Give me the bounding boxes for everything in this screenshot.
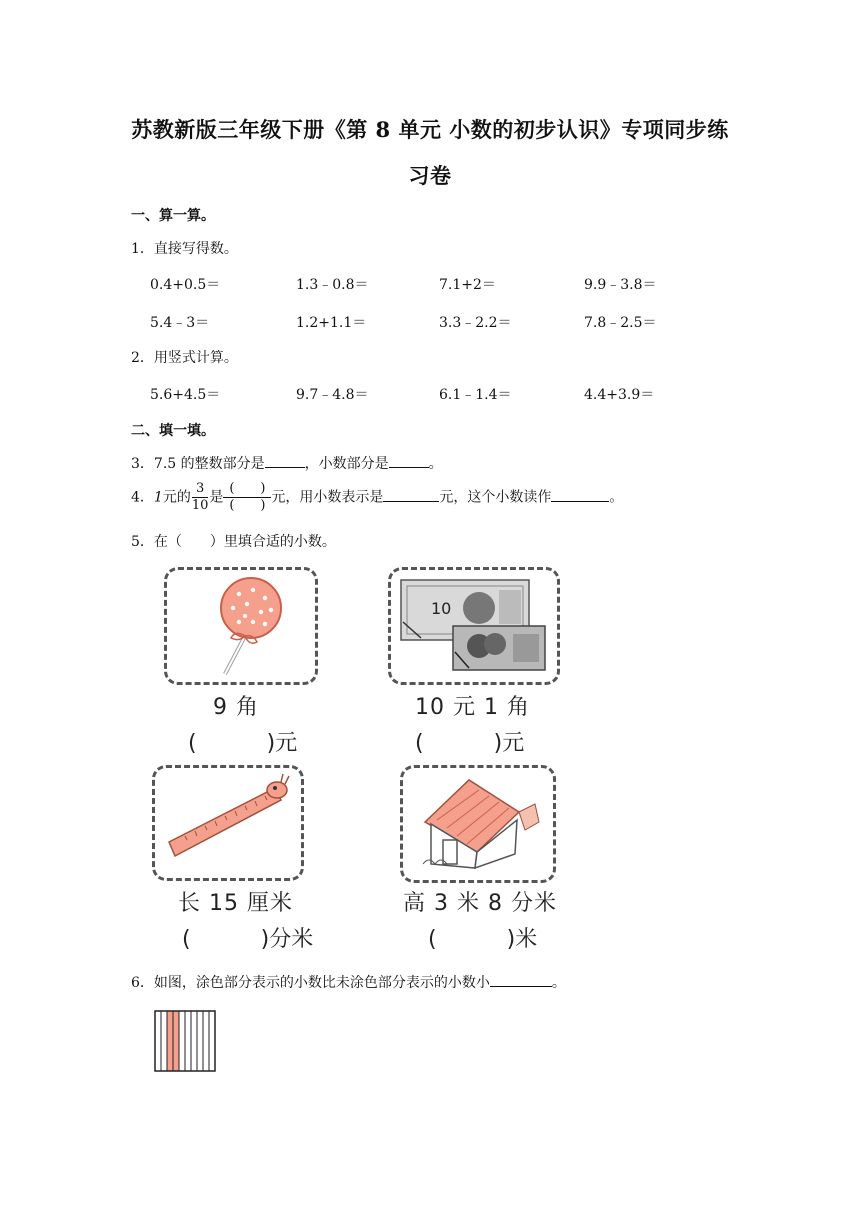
q1-r2-c4: 7.8﹣2.5＝	[584, 315, 657, 331]
grid-column	[161, 1011, 167, 1071]
q1-r2-c2: 1.2+1.1＝	[296, 315, 367, 331]
banknotes-answer[interactable]	[415, 726, 524, 757]
banknotes-icon	[391, 570, 557, 682]
q4-text5: 。	[609, 489, 624, 506]
paren-left: (	[415, 731, 424, 756]
grid-column	[203, 1011, 209, 1071]
q4-text2: 是	[209, 489, 224, 506]
q3-answer-blank2[interactable]	[389, 453, 429, 468]
paren-right: )	[260, 927, 270, 952]
q4-text3: 元，用小数表示是	[271, 489, 384, 506]
paren-left: (	[182, 927, 191, 952]
grid-column-shaded	[167, 1011, 173, 1071]
q4-fraction	[192, 481, 209, 514]
unit-label: 元	[502, 731, 525, 756]
grid-column	[185, 1011, 191, 1071]
section2-heading: 二、填一填。	[131, 423, 215, 439]
q3-text3: 。	[428, 456, 443, 472]
q6-end: 。	[551, 975, 566, 991]
q6-answer-blank[interactable]	[490, 972, 552, 987]
q1-r1-c3: 7.1+2＝	[439, 277, 496, 293]
grid-column	[197, 1011, 203, 1071]
q1-label: 1．直接写得数。	[131, 241, 238, 257]
q3-answer-blank1[interactable]	[265, 453, 305, 468]
q2-label: 2．用竖式计算。	[131, 350, 238, 366]
grid-column	[191, 1011, 197, 1071]
paren-right: )	[493, 731, 503, 756]
grid-column	[179, 1011, 185, 1071]
svg-text:10: 10	[431, 599, 452, 618]
q3-line	[131, 453, 443, 473]
paren-left: (	[428, 927, 437, 952]
ruler-caption: 长 15 厘米	[178, 891, 293, 916]
q4-answer-blank2[interactable]	[551, 487, 609, 502]
q4-paren-den: ( )	[229, 498, 266, 513]
q2-c3: 6.1﹣1.4＝	[439, 387, 512, 403]
q4-answer-blank1[interactable]	[383, 487, 439, 502]
banknotes-caption: 10 元 1 角	[415, 695, 530, 720]
tenths-grid	[154, 1010, 216, 1072]
q6-text: 6．如图，涂色部分表示的小数比未涂色部分表示的小数小	[131, 975, 490, 991]
q2-c1: 5.6+4.5＝	[150, 387, 221, 403]
q6-line	[131, 972, 566, 992]
section1-heading: 一、算一算。	[131, 208, 215, 224]
q4-paren-fraction[interactable]	[223, 481, 271, 514]
paren-left: (	[188, 731, 197, 756]
q2-c2: 9.7﹣4.8＝	[296, 387, 369, 403]
unit-label: 分米	[269, 927, 314, 952]
q4-text1: 元的	[162, 489, 191, 506]
unit-label: 米	[515, 927, 538, 952]
ruler-card	[152, 765, 304, 881]
page-title-line2: 习卷	[408, 163, 452, 188]
page-title-line1: 苏教新版三年级下册《第 8 单元 小数的初步认识》专项同步练	[131, 117, 729, 142]
q1-r2-c3: 3.3﹣2.2＝	[439, 315, 512, 331]
paren-right: )	[506, 927, 516, 952]
grid-column-shaded	[173, 1011, 179, 1071]
q4-frac-num: 3	[192, 481, 209, 498]
q4-frac-den: 10	[191, 498, 209, 513]
q4-line	[131, 481, 623, 514]
unit-label: 元	[275, 731, 298, 756]
q1-r1-c2: 1.3﹣0.8＝	[296, 277, 369, 293]
lollipop-answer[interactable]	[188, 726, 297, 757]
house-card	[400, 765, 556, 883]
lollipop-caption: 9 角	[213, 695, 259, 720]
house-caption: 高 3 米 8 分米	[403, 891, 557, 916]
banknotes-card	[388, 567, 560, 685]
q2-c4: 4.4+3.9＝	[584, 387, 655, 403]
q4-one: 1	[153, 489, 163, 506]
paren-right: )	[266, 731, 276, 756]
q5-label: 5．在（ ）里填合适的小数。	[131, 534, 336, 550]
house-icon	[403, 768, 553, 880]
q4-num: 4．	[131, 489, 154, 506]
q1-r1-c4: 9.9﹣3.8＝	[584, 277, 657, 293]
q1-r2-c1: 5.4﹣3＝	[150, 315, 210, 331]
house-answer[interactable]	[428, 922, 537, 953]
ruler-answer[interactable]	[182, 922, 313, 953]
lollipop-card	[164, 567, 318, 685]
lollipop-icon	[167, 570, 315, 682]
q4-paren-num: ( )	[223, 481, 271, 498]
q3-text2: ，小数部分是	[304, 456, 389, 472]
grid-column	[209, 1011, 215, 1071]
q4-text4: 元，这个小数读作	[439, 489, 552, 506]
q1-r1-c1: 0.4+0.5＝	[150, 277, 221, 293]
grid-column	[155, 1011, 161, 1071]
q3-text1: 3．7.5 的整数部分是	[131, 456, 265, 472]
ruler-icon	[155, 768, 301, 878]
